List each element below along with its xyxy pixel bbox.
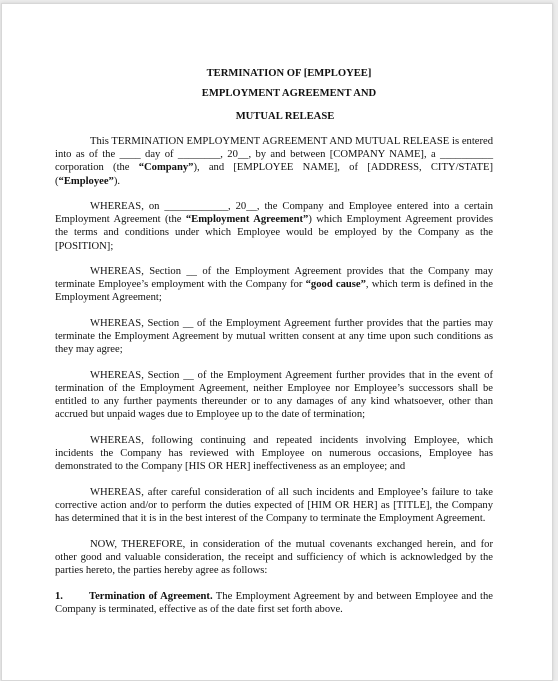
defined-term: “Employee” <box>58 175 114 187</box>
defined-term: “Employment Agreement” <box>185 214 309 226</box>
section-text: The Employment Agreement by and between Employee and the Company is terminated, effective as of the date first set forth above. <box>55 590 493 615</box>
text-run: WHEREAS, after careful consideration of all such incidents and Employee’s failure to take corrective action and/or to perform the duties expected of [HIM OR HER] as [TITLE], the Company has determined that it is in the best interest of the Company to terminate the Employment Agreement. <box>55 486 493 524</box>
whereas-paragraph <box>55 434 493 473</box>
defined-term: “Company” <box>138 162 194 174</box>
text-run: ), and [EMPLOYEE NAME], of [ADDRESS, CITY/STATE] ( <box>55 162 493 187</box>
whereas-paragraph <box>55 200 493 252</box>
text-run: ). <box>113 175 121 187</box>
defined-term: “good cause” <box>305 279 366 291</box>
text-run: WHEREAS, Section __ of the Employment Agreement further provides that the parties may terminate the Employment Agreement by mutual written consent at any time upon such conditions as they may agree; <box>55 318 493 356</box>
intro-paragraph <box>55 135 493 187</box>
text-run: WHEREAS, following continuing and repeated incidents involving Employee, which incidents the Company has reviewed with Employee on numerous occasions, Employee has demonstrated to the Company [HIS OR HER] ineffectiveness as an employee; and <box>55 434 493 473</box>
whereas-paragraph <box>55 369 493 421</box>
text-run: WHEREAS, Section __ of the Employment Agreement further provides that in the event of termination of the Employment Agreement, neither Employee nor Employee’s successors shall be entitled to any further payments thereunder or to any damages of any kind whatsoever, other than accrued but unpaid wages due to Employee up to the date of termination; <box>55 369 493 421</box>
section-heading: Termination of Agreement. <box>89 590 213 602</box>
document-page <box>1 3 553 681</box>
document-title-line-1: TERMINATION OF [EMPLOYEE] <box>206 68 372 79</box>
whereas-paragraph <box>55 317 493 356</box>
text-run: , which term is defined in the Employment Agreement; <box>55 279 493 304</box>
text-run: This TERMINATION EMPLOYMENT AGREEMENT AND MUTUAL RELEASE is entered into as of the ____ day of ________, 20__, by and between [COMPANY NAME], a __________ corporation (the <box>55 136 493 174</box>
text-run: WHEREAS, Section __ of the Employment Agreement provides that the Company may terminate Employee’s employment with the Company for <box>55 266 493 291</box>
document-title-line-2: EMPLOYMENT AGREEMENT AND <box>201 88 377 100</box>
document-title-line-3: MUTUAL RELEASE <box>235 111 335 123</box>
whereas-paragraph <box>55 265 493 304</box>
section-1-paragraph <box>55 590 493 616</box>
section-number: 1. <box>55 590 63 602</box>
text-run: WHEREAS, on ____________, 20__, the Company and Employee entered into a certain Employment Agreement (the <box>55 201 493 226</box>
whereas-paragraph <box>55 486 493 525</box>
text-run: ) which Employment Agreement provides the terms and conditions under which Employee would be employed by the Company as the [POSITION]; <box>55 214 494 252</box>
now-therefore-paragraph: NOW, THEREFORE, in consideration of the mutual covenants exchanged herein, and for other good and valuable consideration, the receipt and sufficiency of which is acknowledged by the parties hereto, the parties hereby agree as follows: <box>55 538 493 576</box>
document-body <box>55 67 493 616</box>
